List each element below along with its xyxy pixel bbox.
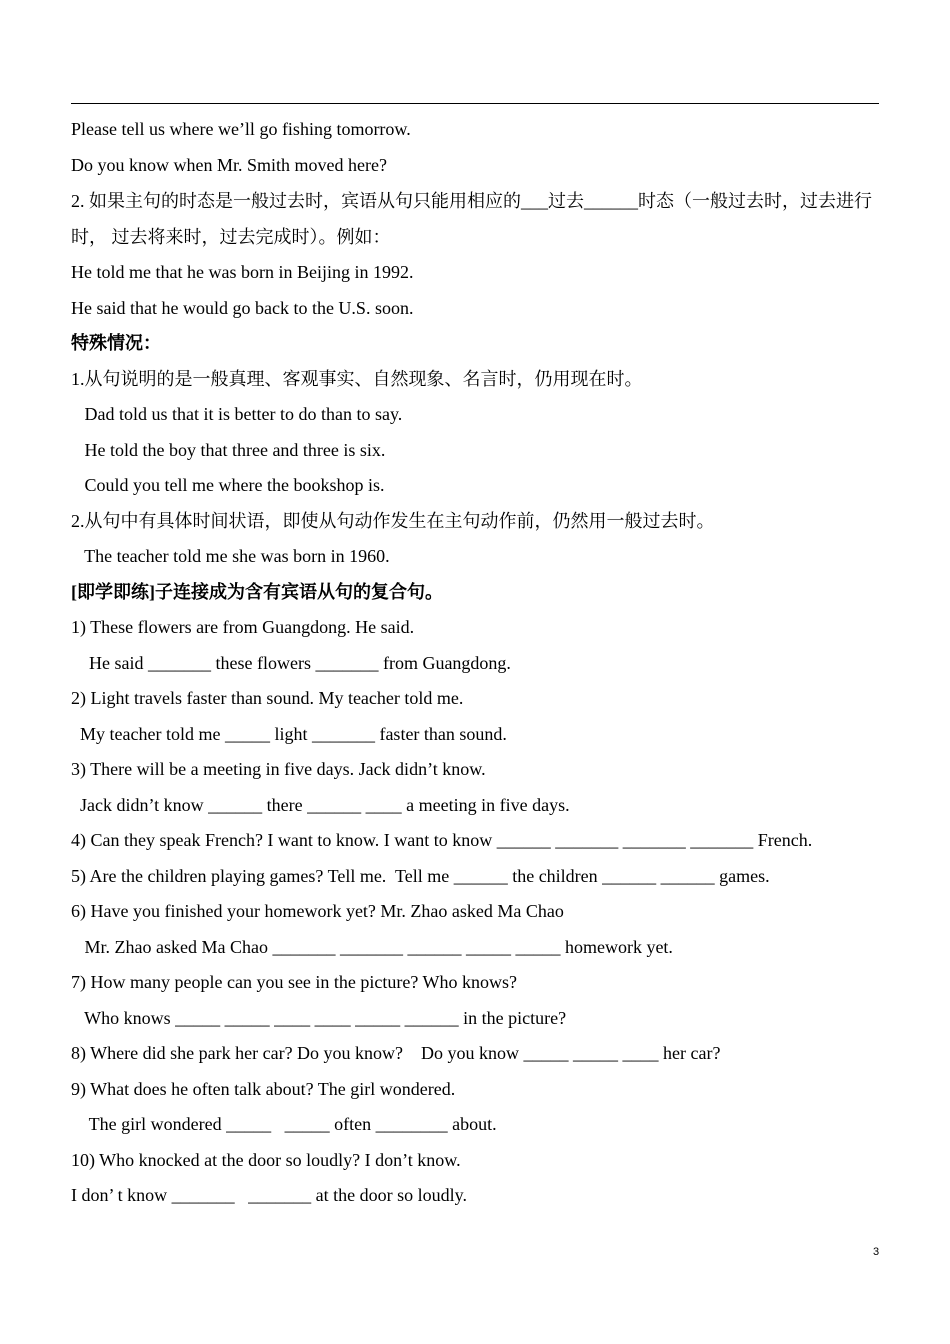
section-heading: [即学即练]子连接成为含有宾语从句的复合句。 [71,581,443,602]
text-line: Please tell us where we’ll go fishing tomorrow. [71,119,411,139]
exercise-question: 4) Can they speak French? I want to know. I want to know ______ _______ _______ _______ French. [71,830,813,850]
exercise-question: 2) Light travels faster than sound. My teacher told me. [71,688,464,708]
exercise-answer: I don’ t know _______ _______ at the door so loudly. [71,1185,467,1205]
section-heading: 特殊情况： [71,333,161,353]
exercise-question: 3) There will be a meeting in five days. Jack didn’t know. [71,759,486,779]
text-line: Dad told us that it is better to do than to say. [71,404,403,424]
exercise-question: 6) Have you finished your homework yet? Mr. Zhao asked Ma Chao [71,901,564,921]
exercise-answer: Mr. Zhao asked Ma Chao _______ _______ ______ _____ _____ homework yet. [71,936,673,957]
exercise-answer: The girl wondered _____ _____ often ________ about. [71,1114,497,1134]
text-line: The teacher told me she was born in 1960. [71,546,390,566]
exercise-question: 7) How many people can you see in the picture? Who knows? [71,972,518,992]
exercise-question: 10) Who knocked at the door so loudly? I don’t know. [71,1149,461,1170]
text-line: Do you know when Mr. Smith moved here? [71,154,387,175]
document-body [71,112,883,1214]
text-line: He told me that he was born in Beijing in 1992. [71,262,414,282]
header-rule [71,103,879,104]
exercise-question: 8) Where did she park her car? Do you know? Do you know _____ _____ ____ her car? [71,1043,721,1063]
text-line: 2. 如果主句的时态是一般过去时，宾语从句只能用相应的___过去______时态（一般过去时，过去进行时， 过去将来时，过去完成时）。例如： [71,191,872,247]
text-line: He told the boy that three and three is six. [71,439,386,460]
page-number: 3 [873,1246,880,1258]
exercise-answer: Jack didn’t know ______ there ______ ____ a meeting in five days. [71,794,570,815]
exercise-question: 1) These flowers are from Guangdong. He said. [71,617,415,637]
text-line: Could you tell me where the bookshop is. [71,475,385,495]
exercise-question: 5) Are the children playing games? Tell me. Tell me ______ the children ______ ______ games. [71,865,770,886]
exercise-answer: My teacher told me _____ light _______ faster than sound. [71,723,507,744]
text-line: 1.从句说明的是一般真理、客观事实、自然现象、名言时，仍用现在时。 [71,368,643,389]
text-line: He said that he would go back to the U.S. soon. [71,297,414,318]
exercise-answer: Who knows _____ _____ ____ ____ _____ ______ in the picture? [71,1007,567,1028]
exercise-question: 9) What does he often talk about? The girl wondered. [71,1078,456,1099]
text-line: 2.从句中有具体时间状语，即使从句动作发生在主句动作前，仍然用一般过去时。 [71,510,715,531]
exercise-answer: He said _______ these flowers _______ from Guangdong. [71,652,511,673]
